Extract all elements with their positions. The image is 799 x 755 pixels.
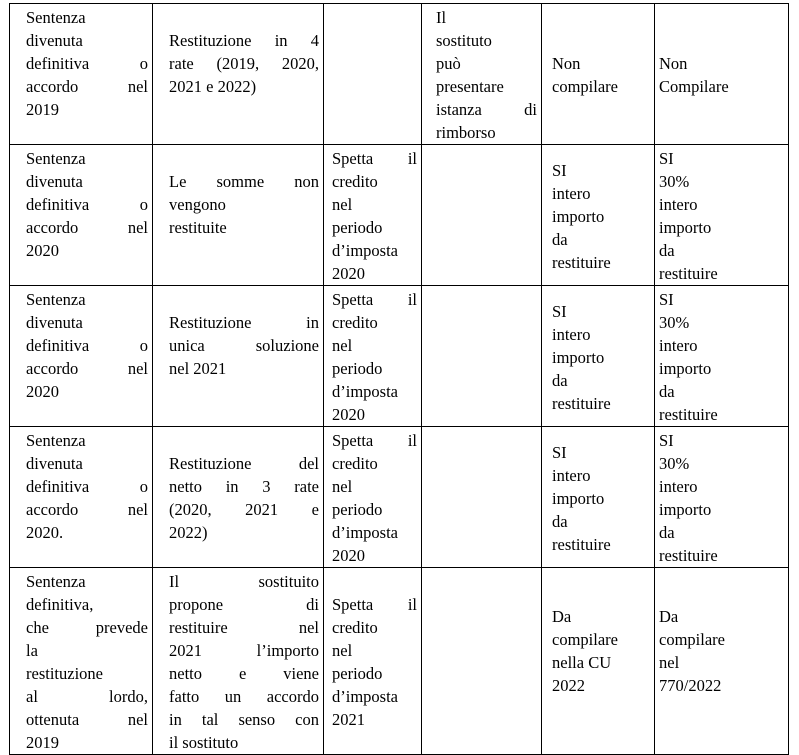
cell-line: importo: [659, 359, 712, 378]
cell-line: 2021: [332, 710, 365, 729]
cell-line: definitiva o: [26, 54, 148, 73]
document-table: [9, 3, 789, 755]
cell-line: restituire: [659, 405, 718, 424]
cell-restitution: [153, 286, 324, 427]
cell-line: SI: [552, 301, 567, 321]
cell-line: SI: [659, 149, 674, 168]
cell-line: 2019: [26, 733, 59, 752]
cell-line: definitiva o: [26, 195, 148, 214]
cell-line: nel: [332, 336, 353, 355]
cell-form770: [655, 145, 789, 286]
cell-line: netto in 3 rate: [169, 477, 319, 496]
cell-line: d’imposta: [332, 241, 398, 260]
cell-line: Compilare: [659, 77, 729, 96]
cell-line: da: [659, 241, 675, 260]
cell-line: la: [26, 641, 38, 660]
cell-restitution: [153, 4, 324, 145]
cell-form770: [655, 4, 789, 145]
cell-line: nel: [332, 641, 353, 660]
cell-refund: [422, 286, 542, 427]
table-row: [10, 145, 789, 286]
cell-line: 30%: [659, 454, 690, 473]
cell-line: Spetta il: [332, 149, 417, 168]
cell-line: Sentenza: [26, 572, 86, 591]
cell-line: 2021 l’importo: [169, 641, 319, 660]
cell-line: 2019: [26, 100, 59, 119]
cell-case: [10, 145, 153, 286]
cell-line: divenuta: [26, 172, 83, 191]
cell-line: Le somme non: [169, 172, 319, 191]
cell-line: Da: [659, 606, 679, 626]
cell-line: importo: [659, 218, 712, 237]
cell-line: da: [659, 382, 675, 401]
cell-line: vengono: [169, 195, 226, 214]
cell-line: restituire: [552, 534, 611, 554]
cell-line: da: [552, 229, 568, 249]
cell-line: nel 2021: [169, 359, 227, 378]
cell-line: restituire: [552, 252, 611, 272]
cell-line: intero: [659, 477, 698, 496]
cell-line: nella CU: [552, 652, 612, 672]
cell-line: istanza di: [436, 100, 537, 119]
cell-form770: [655, 286, 789, 427]
cell-line: divenuta: [26, 31, 83, 50]
cell-line: periodo: [332, 664, 383, 683]
table-row: [10, 4, 789, 145]
cell-restitution: [153, 568, 324, 755]
cell-line: unica soluzione: [169, 336, 319, 355]
cell-line: SI: [659, 431, 674, 450]
cell-line: intero: [552, 324, 591, 344]
cell-line: restituzione: [26, 664, 103, 683]
cell-line: 2022: [552, 675, 585, 695]
cell-case: [10, 427, 153, 568]
cell-line: presentare: [436, 77, 504, 96]
cell-restitution: [153, 145, 324, 286]
cell-credit: [324, 427, 422, 568]
cell-line: da: [552, 370, 568, 390]
cell-line: accordo nel: [26, 500, 148, 519]
cell-line: credito: [332, 454, 378, 473]
cell-line: importo: [552, 347, 605, 367]
cell-line: può: [436, 54, 461, 73]
cell-line: intero: [659, 336, 698, 355]
cell-line: Restituzione in 4: [169, 31, 319, 50]
cell-line: ottenuta nel: [26, 710, 148, 729]
table-body: [10, 4, 789, 755]
cell-line: importo: [552, 488, 605, 508]
cell-line: credito: [332, 618, 378, 637]
cell-line: Sentenza: [26, 149, 86, 168]
cell-line: intero: [659, 195, 698, 214]
cell-line: periodo: [332, 359, 383, 378]
cell-line: 2020: [332, 546, 365, 565]
cell-line: sostituto: [436, 31, 492, 50]
cell-line: credito: [332, 172, 378, 191]
cell-line: 2020: [26, 241, 59, 260]
cell-line: restituire: [659, 264, 718, 283]
cell-credit: [324, 286, 422, 427]
cell-line: definitiva o: [26, 336, 148, 355]
cell-line: SI: [552, 160, 567, 180]
cell-cu: [542, 4, 655, 145]
cell-line: periodo: [332, 218, 383, 237]
cell-line: Non: [552, 54, 581, 73]
cell-line: 30%: [659, 313, 690, 332]
cell-line: Spetta il: [332, 431, 417, 450]
cell-line: al lordo,: [26, 687, 148, 706]
cell-line: Sentenza: [26, 431, 86, 450]
cell-line: rimborso: [436, 123, 496, 142]
cell-line: Spetta il: [332, 290, 417, 309]
cell-form770: [655, 568, 789, 755]
cell-line: d’imposta: [332, 382, 398, 401]
cell-line: 2020: [26, 382, 59, 401]
cell-line: compilare: [659, 629, 725, 649]
cell-refund: [422, 145, 542, 286]
cell-line: netto e viene: [169, 664, 319, 683]
cell-line: SI: [552, 442, 567, 462]
cell-line: definitiva o: [26, 477, 148, 496]
cell-line: importo: [552, 206, 605, 226]
cell-line: credito: [332, 313, 378, 332]
cell-line: nel: [659, 652, 680, 672]
cell-line: 2021 e 2022): [169, 77, 257, 96]
cell-line: d’imposta: [332, 523, 398, 542]
cell-cu: [542, 145, 655, 286]
cell-line: divenuta: [26, 454, 83, 473]
cell-line: compilare: [552, 77, 618, 96]
cell-line: in tal senso con: [169, 710, 319, 729]
cell-form770: [655, 427, 789, 568]
cell-line: 2020.: [26, 523, 64, 542]
cell-line: rate (2019, 2020,: [169, 54, 319, 73]
cell-line: divenuta: [26, 313, 83, 332]
cell-line: nel: [332, 477, 353, 496]
cell-line: definitiva,: [26, 595, 94, 614]
cell-line: fatto un accordo: [169, 687, 319, 706]
cell-line: restituite: [169, 218, 227, 237]
cell-line: nel: [332, 195, 353, 214]
cell-case: [10, 4, 153, 145]
cell-cu: [542, 568, 655, 755]
cell-line: accordo nel: [26, 77, 148, 96]
cell-line: propone di: [169, 595, 319, 614]
cell-line: Il: [436, 8, 447, 27]
cell-credit: [324, 4, 422, 145]
cell-line: Restituzione del: [169, 454, 319, 473]
cell-credit: [324, 145, 422, 286]
cell-line: Sentenza: [26, 8, 86, 27]
cell-line: Spetta il: [332, 595, 417, 614]
cell-line: restituire nel: [169, 618, 319, 637]
cell-line: (2020, 2021 e: [169, 500, 319, 519]
cell-line: 30%: [659, 172, 690, 191]
cell-line: importo: [659, 500, 712, 519]
cell-line: compilare: [552, 629, 618, 649]
cell-line: 770/2022: [659, 675, 722, 695]
table-row: [10, 568, 789, 755]
cell-restitution: [153, 427, 324, 568]
cell-line: che prevede: [26, 618, 148, 637]
cell-line: 2020: [332, 264, 365, 283]
cell-line: restituire: [659, 546, 718, 565]
cell-line: restituire: [552, 393, 611, 413]
cell-case: [10, 568, 153, 755]
cell-refund: [422, 4, 542, 145]
cell-line: Sentenza: [26, 290, 86, 309]
cell-case: [10, 286, 153, 427]
cell-cu: [542, 286, 655, 427]
cell-cu: [542, 427, 655, 568]
cell-line: accordo nel: [26, 218, 148, 237]
cell-line: d’imposta: [332, 687, 398, 706]
cell-refund: [422, 427, 542, 568]
cell-line: Il sostituito: [169, 572, 319, 591]
cell-line: intero: [552, 183, 591, 203]
cell-line: 2020: [332, 405, 365, 424]
table-row: [10, 286, 789, 427]
cell-line: periodo: [332, 500, 383, 519]
cell-line: accordo nel: [26, 359, 148, 378]
cell-line: Non: [659, 54, 688, 73]
cell-line: il sostituto: [169, 733, 239, 752]
cell-refund: [422, 568, 542, 755]
cell-line: da: [659, 523, 675, 542]
cell-line: Da: [552, 606, 572, 626]
table-row: [10, 427, 789, 568]
cell-line: 2022): [169, 523, 208, 542]
cell-line: intero: [552, 465, 591, 485]
cell-line: Restituzione in: [169, 313, 319, 332]
cell-line: SI: [659, 290, 674, 309]
cell-credit: [324, 568, 422, 755]
cell-line: da: [552, 511, 568, 531]
